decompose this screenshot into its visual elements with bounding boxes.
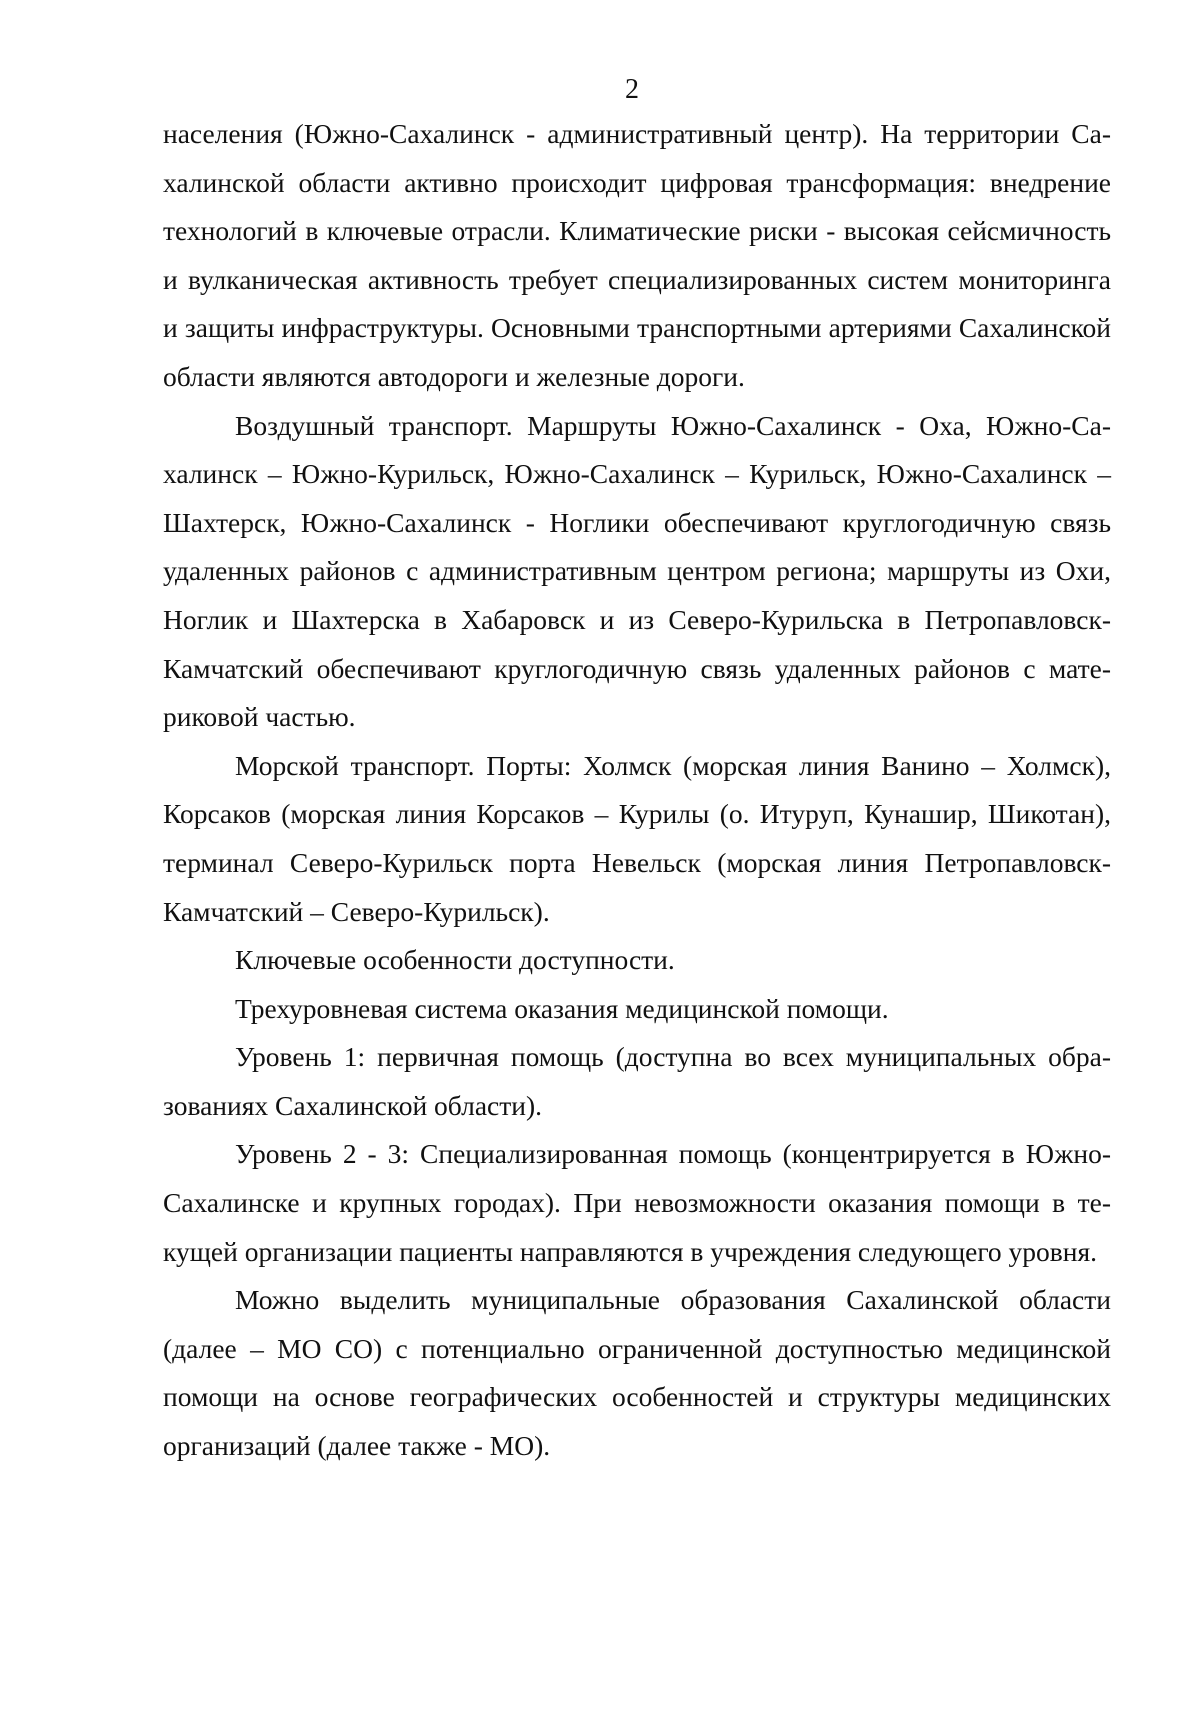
paragraph-accessibility-heading: Ключевые особенности доступности. [235,944,675,976]
document-body [163,110,1111,1471]
paragraph-sea-transport: Морской транспорт. Порты: Холмск (морская линия Ванино – Холмск), Корсаков (морская линия Корсаков – Курилы (о. Итуруп, Кунашир, Шикотан), терминал Северо-Курильск порта Невельск (морская линия Петропавловск-Камчатский – Северо-Курильск). [163,749,1111,927]
paragraph-level-1: Уровень 1: первичная помощь (доступна во всех муниципальных образованиях Сахалинской области). [163,1041,1111,1121]
paragraph-three-level-system: Трехуровневая система оказания медицинской помощи. [235,992,889,1024]
paragraph-air-transport: Воздушный транспорт. Маршруты Южно-Сахалинск - Оха, Южно-Сахалинск – Южно-Курильск, Южно-Сахалинск – Курильск, Южно-Сахалинск – Шахтерск, Южно-Сахалинск - Ноглики обеспечивают круглогодичную связь удаленных районов с административным центром региона; маршруты из Охи, Ноглик и Шахтерска в Хабаровск и из Северо-Курильска в Петропавловск-Камчатский обеспечивают круглогодичную связь удаленных районов с материковой частью. [163,409,1111,733]
paragraph-region-overview: населения (Южно-Сахалинск - административный центр). На территории Сахалинской области активно происходит цифровая трансформация: внедрение технологий в ключевые отрасли. Климатические риски - высокая сейсмичность и вулканическая активность требует специализированных систем мониторинга и защиты инфраструктуры. Основными транспортными артериями Сахалинской области являются автодороги и железные дороги. [163,118,1111,392]
page-number: 2 [625,74,639,105]
paragraph-limited-access-municipalities: Можно выделить муниципальные образования Сахалинской области (далее – МО СО) с потенциально ограниченной доступностью медицинской помощи на основе географических особенностей и структуры медицинских организаций (далее также - МО). [163,1284,1111,1462]
paragraph-level-2-3: Уровень 2 - 3: Специализированная помощь (концентрируется в Южно-Сахалинске и крупных городах). При невозможности оказания помощи в текущей организации пациенты направляются в учреждения следующего уровня. [163,1138,1111,1267]
